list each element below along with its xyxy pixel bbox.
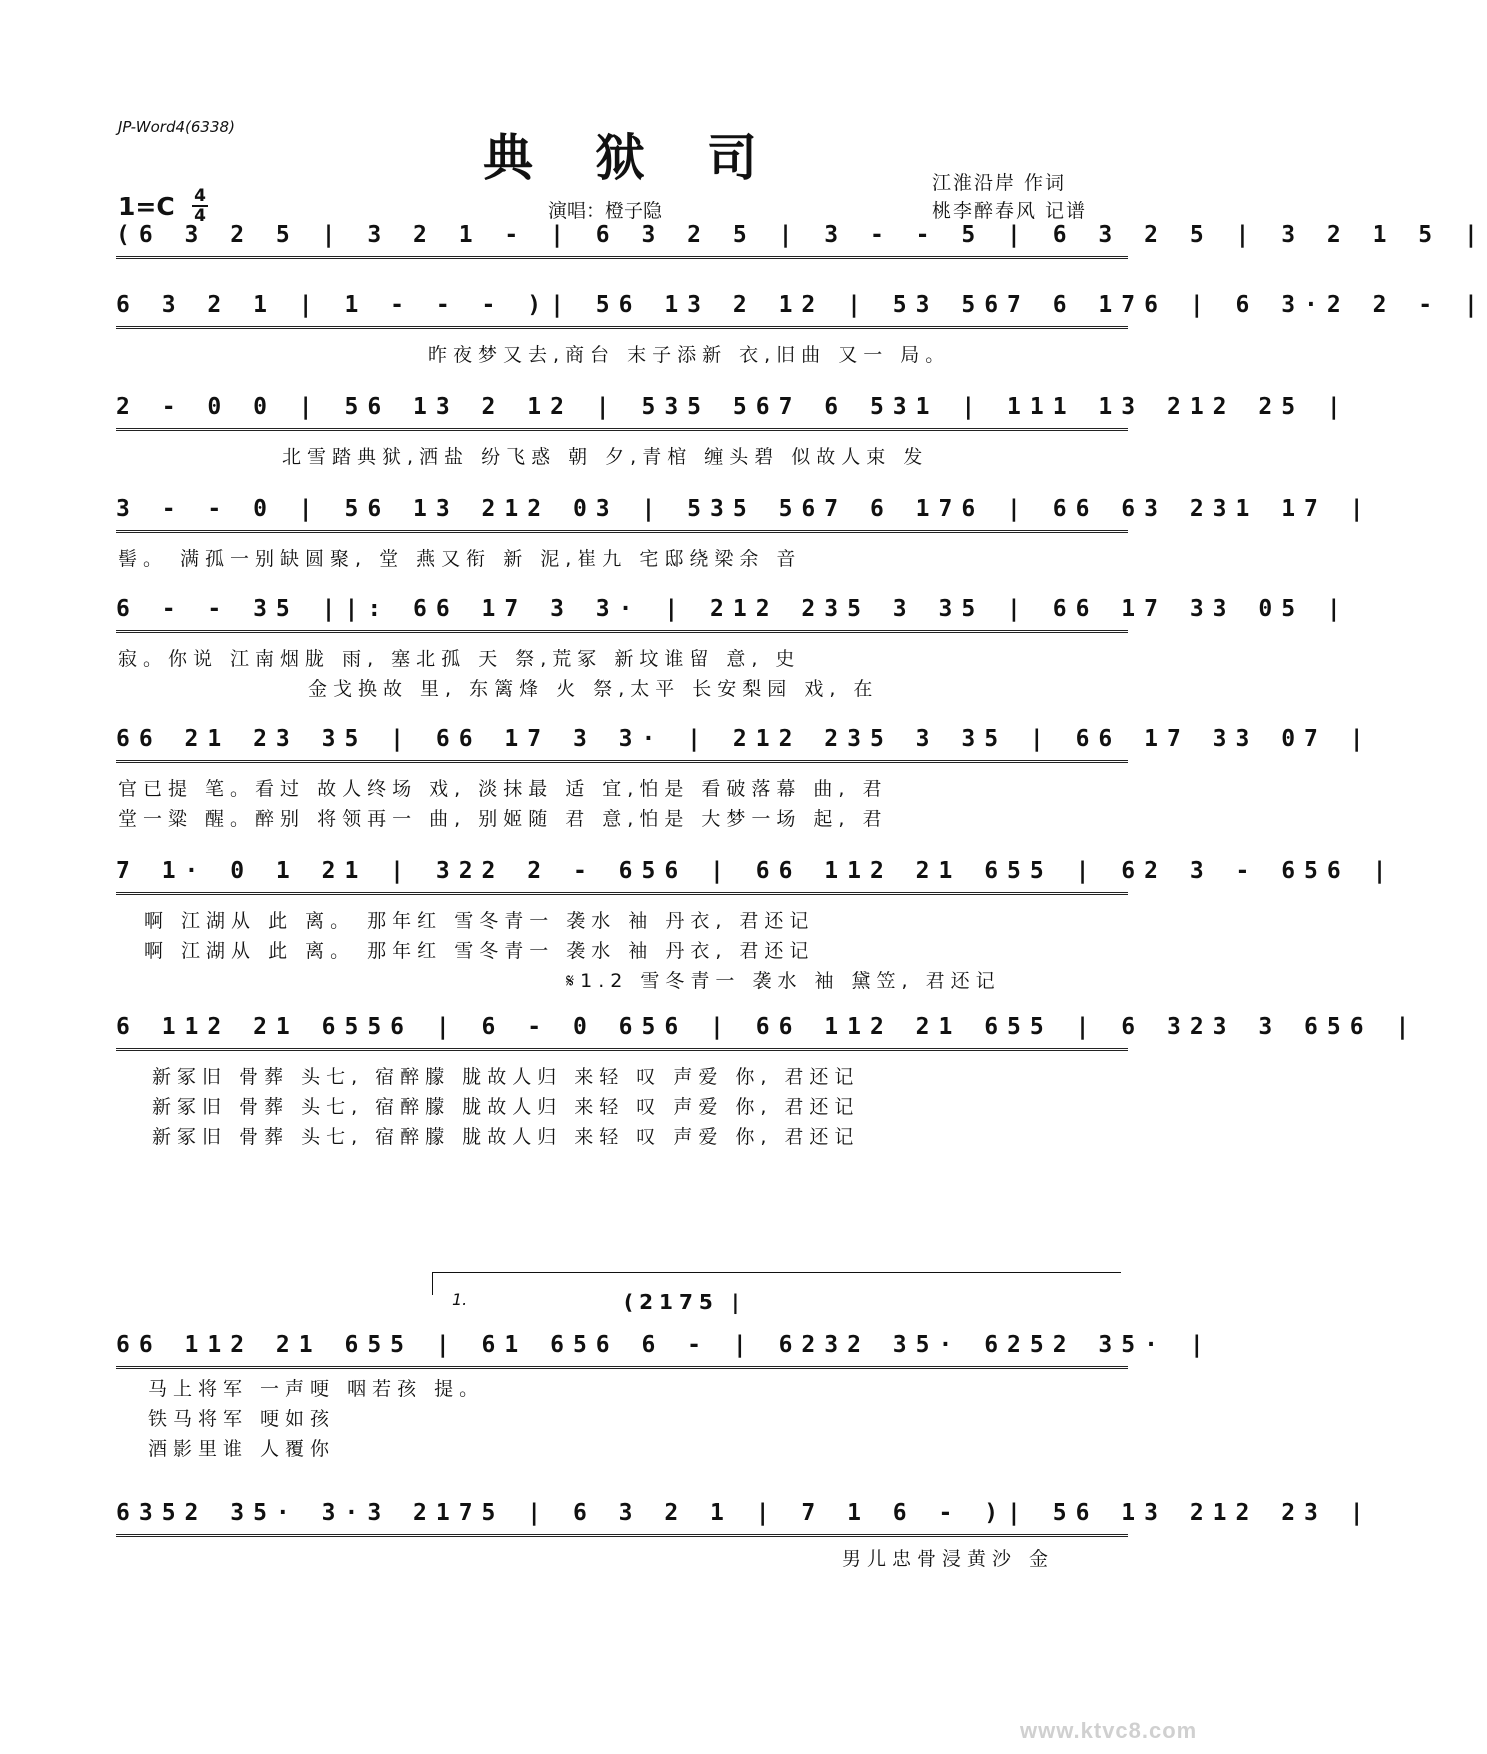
volta-notes: (2175 | — [624, 1290, 746, 1314]
notation-line: 6352 35· 3·3 2175 | 6 3 2 1 | 7 1 6 - )| 56 13 212 23 | — [116, 1500, 1128, 1537]
lyric-line: 官已提 笔。看过 故人终场 戏, 淡抹最 适 宜,怕是 看破落幕 曲, 君 — [118, 778, 888, 800]
lyric-line: 昨夜梦又去,商台 末子添新 衣,旧曲 又一 局。 — [428, 344, 951, 366]
page-title: 典狱司 — [483, 128, 819, 187]
notation-line: 66 21 23 35 | 66 17 3 3· | 212 235 3 35 | 66 17 33 07 | — [116, 726, 1128, 763]
time-top: 4 — [194, 186, 206, 206]
notation-line: 7 1· 0 1 21 | 322 2 - 656 | 66 112 21 655 | 62 3 - 656 | — [116, 858, 1128, 895]
transcriber-credit: 桃李醉春风 记谱 — [932, 200, 1088, 222]
software-label: JP-Word4(6338) — [118, 118, 235, 136]
volta-bracket — [432, 1272, 1121, 1295]
key-signature: 1=C — [118, 192, 175, 221]
lyric-line: 寂。你说 江南烟胧 雨, 塞北孤 天 祭,荒冢 新坟谁留 意, 史 — [118, 648, 801, 670]
singer-credit: 演唱：橙子隐 — [548, 200, 663, 222]
time-signature — [192, 188, 208, 224]
lyric-line: 𝄋1.2 雪冬青一 袭水 袖 黛笠, 君还记 — [566, 970, 1001, 992]
lyric-line: 金戈换故 里, 东篱烽 火 祭,太平 长安梨园 戏, 在 — [308, 678, 879, 700]
notation-line: (6 3 2 5 | 3 2 1 - | 6 3 2 5 | 3 - - 5 | 6 3 2 5 | 3 2 1 5 | — [116, 222, 1128, 259]
lyric-line: 男儿忠骨浸黄沙 金 — [842, 1548, 1055, 1570]
lyric-line: 酒影里谁 人覆你 — [148, 1438, 336, 1460]
notation-line: 6 - - 35 ||: 66 17 3 3· | 212 235 3 35 | 66 17 33 05 | — [116, 596, 1128, 633]
lyric-line: 啊 江湖从 此 离。 那年红 雪冬青一 袭水 袖 丹衣, 君还记 — [144, 940, 815, 962]
lyric-line: 铁马将军 哽如孩 — [148, 1408, 336, 1430]
notation-line: 6 112 21 6556 | 6 - 0 656 | 66 112 21 655 | 6 323 3 656 | — [116, 1014, 1128, 1051]
lyric-line: 马上将军 一声哽 咽若孩 提。 — [148, 1378, 485, 1400]
volta-label: 1. — [452, 1290, 468, 1309]
notation-line: 3 - - 0 | 56 13 212 03 | 535 567 6 176 | 66 63 231 17 | — [116, 496, 1128, 533]
notation-line: 2 - 0 0 | 56 13 2 12 | 535 567 6 531 | 111 13 212 25 | — [116, 394, 1128, 431]
lyric-line: 髻。 满孤一别缺圆聚, 堂 燕又衔 新 泥,崔九 宅邸绕梁余 音 — [118, 548, 802, 570]
lyricist-credit: 江淮沿岸 作词 — [932, 172, 1067, 194]
lyric-line: 新冢旧 骨葬 头七, 宿醉朦 胧故人归 来轻 叹 声爱 你, 君还记 — [152, 1096, 860, 1118]
watermark: www.ktvc8.com — [1020, 1718, 1198, 1743]
lyric-line: 北雪踏典狱,洒盐 纷飞惑 朝 夕,青棺 缠头碧 似故人束 发 — [282, 446, 929, 468]
time-bottom: 4 — [194, 206, 206, 226]
lyric-line: 新冢旧 骨葬 头七, 宿醉朦 胧故人归 来轻 叹 声爱 你, 君还记 — [152, 1066, 860, 1088]
lyric-line: 堂一粱 醒。醉别 将领再一 曲, 别姬随 君 意,怕是 大梦一场 起, 君 — [118, 808, 888, 830]
lyric-line: 新冢旧 骨葬 头七, 宿醉朦 胧故人归 来轻 叹 声爱 你, 君还记 — [152, 1126, 860, 1148]
notation-line: 6 3 2 1 | 1 - - - )| 56 13 2 12 | 53 567 6 176 | 6 3·2 2 - | — [116, 292, 1128, 329]
notation-line: 66 112 21 655 | 61 656 6 - | 6232 35· 6252 35· | — [116, 1332, 1128, 1369]
lyric-line: 啊 江湖从 此 离。 那年红 雪冬青一 袭水 袖 丹衣, 君还记 — [144, 910, 815, 932]
